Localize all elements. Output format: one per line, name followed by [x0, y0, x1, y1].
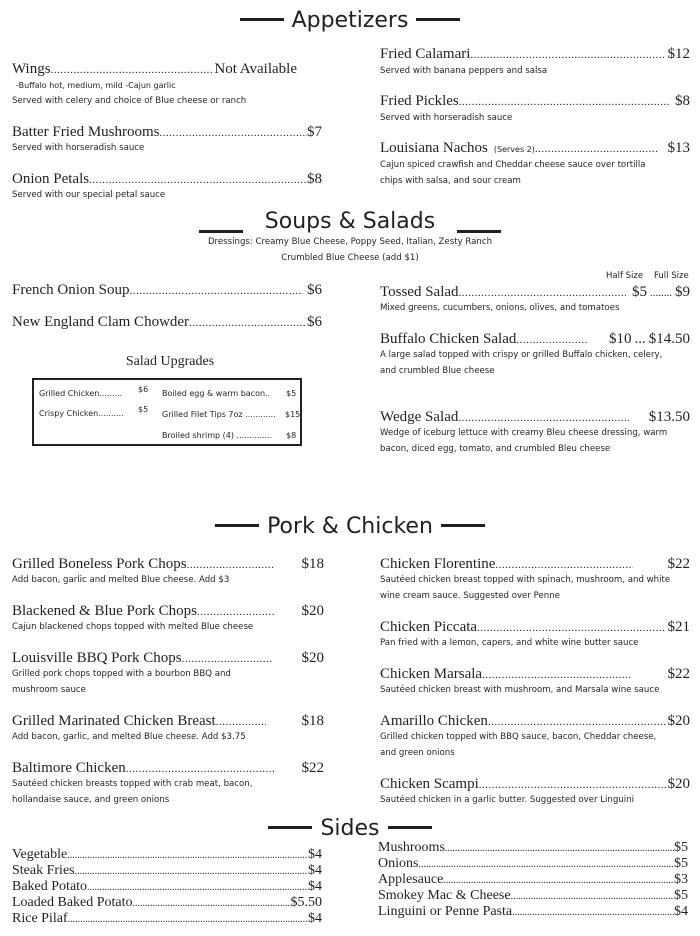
- side-name: Steak Fries: [12, 863, 75, 878]
- item-name: Wedge Salad: [380, 409, 459, 425]
- leader-dots: [459, 92, 671, 111]
- item-name: Batter Fried Mushrooms: [12, 124, 160, 140]
- price-full: $14.50: [648, 331, 690, 347]
- item-name: Wings: [12, 61, 51, 77]
- item-description: Mixed greens, cucumbers, onions, olives, and tomatoes: [380, 303, 620, 313]
- item-description: Served with our special petal sauce: [12, 190, 166, 200]
- section-header-pork-chicken: [0, 514, 700, 540]
- side-price: $4: [308, 863, 322, 878]
- item-price: $20: [301, 650, 324, 666]
- item-price: $13.50: [648, 409, 690, 425]
- leader-dots: [535, 139, 658, 158]
- side-item: [12, 913, 322, 926]
- item-price: Not Available: [214, 61, 297, 77]
- item-name: Chicken Florentine: [380, 556, 496, 572]
- upgrade-name: Crispy Chicken..........: [39, 409, 124, 418]
- header-rule-left: [215, 524, 259, 527]
- side-name: Rice Pilaf: [12, 911, 68, 926]
- item-description: Sautéed chicken breast with mushroom, and Marsala wine sauce: [380, 685, 660, 695]
- dressings-line1: Dressings: Creamy Blue Cheese, Poppy Seed, Italian, Zesty Ranch: [207, 237, 493, 247]
- item-description-line1: Sautéed chicken breast topped with spinach, mushroom, and white: [380, 575, 671, 585]
- item-price: $8: [675, 93, 690, 109]
- item-name: Grilled Marinated Chicken Breast: [12, 713, 216, 729]
- item-name: Fried Pickles: [380, 93, 459, 109]
- side-item: [12, 881, 322, 894]
- item-description-line1: Grilled pork chops topped with a bourbon BBQ and: [12, 669, 231, 679]
- side-price: $3: [674, 872, 688, 887]
- side-name: Loaded Baked Potato: [12, 895, 133, 910]
- header-rule-left: [199, 230, 243, 233]
- side-price: $4: [674, 904, 688, 919]
- item-description-line1: Grilled chicken topped with BBQ sauce, bacon, Cheddar cheese,: [380, 732, 657, 742]
- section-title: Soups & Salads: [264, 209, 436, 234]
- item-name: Fried Calamari: [380, 46, 471, 62]
- item-description-line1: Sautéed chicken breasts topped with crab meat, bacon,: [12, 779, 253, 789]
- dressings-line2: Crumbled Blue Cheese (add $1): [281, 253, 419, 263]
- menu-item-new-england-clam-chowder: [12, 313, 322, 332]
- side-item: [378, 842, 688, 855]
- side-item: [378, 874, 688, 887]
- menu-item-fried-calamari: [380, 45, 690, 64]
- header-rule-right: [441, 524, 485, 527]
- price-separator: ........: [650, 287, 672, 299]
- upgrade-name: Broiled shrimp (4) ..............: [162, 431, 273, 440]
- item-price: $21: [667, 619, 690, 635]
- half-size-label: Half Size: [606, 271, 644, 281]
- upgrade-name: Grilled Filet Tips 7oz ............: [162, 410, 276, 419]
- price-half: $10: [609, 331, 632, 347]
- header-rule-right: [388, 826, 432, 829]
- section-header-soups-salads: [0, 209, 700, 235]
- item-name: Grilled Boneless Pork Chops: [12, 556, 187, 572]
- item-description-line2: and green onions: [380, 748, 455, 758]
- leader-dots: [130, 281, 304, 300]
- item-description: Served with banana peppers and salsa: [380, 66, 548, 76]
- side-name: Onions: [378, 856, 419, 871]
- side-price: $4: [308, 879, 322, 894]
- item-description: Sautéed chicken in a garlic butter. Suggested over Linguini: [380, 795, 634, 805]
- item-description-line2: and crumbled Blue cheese: [380, 366, 495, 376]
- menu-item-fried-pickles: [380, 92, 690, 111]
- side-item: [12, 897, 322, 910]
- side-name: Vegetable: [12, 847, 68, 862]
- side-name: Linguini or Penne Pasta: [378, 904, 513, 919]
- section-title: Sides: [320, 816, 380, 841]
- item-name: Baltimore Chicken: [12, 760, 126, 776]
- section-title: Appetizers: [291, 8, 409, 33]
- item-price: $13: [667, 140, 690, 156]
- side-name: Applesauce: [378, 872, 444, 887]
- side-name: Mushrooms: [378, 840, 445, 855]
- item-description: Served with celery and choice of Blue cheese or ranch: [12, 96, 247, 106]
- salad-upgrades-box: [32, 378, 302, 446]
- item-price: $20: [667, 776, 690, 792]
- item-price: $18: [301, 713, 324, 729]
- item-description: Cajun blackened chops topped with melted Blue cheese: [12, 622, 254, 632]
- item-price: $6: [307, 314, 322, 330]
- item-price: $12: [667, 46, 690, 62]
- menu-item-french-onion-soup: [12, 281, 322, 300]
- item-options: -Buffalo hot, medium, mild -Cajun garlic: [16, 81, 176, 90]
- side-item: [12, 849, 322, 862]
- sides-left-list: [12, 849, 322, 929]
- upgrade-price: $5: [286, 389, 297, 398]
- item-description-line1: A large salad topped with crispy or grilled Buffalo chicken, celery,: [380, 350, 663, 360]
- side-price: $5: [674, 856, 688, 871]
- item-name: Tossed Salad: [380, 284, 459, 300]
- menu-item-wings: [12, 60, 297, 79]
- item-description: Served with horseradish sauce: [380, 113, 513, 123]
- item-name: Onion Petals: [12, 171, 90, 187]
- item-name: New England Clam Chowder: [12, 314, 190, 330]
- upgrade-price: $8: [286, 431, 297, 440]
- side-item: [378, 890, 688, 903]
- item-name: Blackened & Blue Pork Chops: [12, 603, 197, 619]
- serves-note: (Serves 2): [493, 145, 535, 154]
- item-description: Add bacon, garlic and melted Blue cheese. Add $3: [12, 575, 230, 585]
- side-price: $5: [674, 888, 688, 903]
- item-name: Louisiana Nachos: [380, 140, 488, 156]
- side-name: Smokey Mac & Cheese: [378, 888, 511, 903]
- leader-dots: [189, 313, 307, 332]
- side-price: $4: [308, 847, 322, 862]
- upgrade-price: $5: [138, 405, 149, 414]
- upgrade-name: Grilled Chicken.........: [39, 389, 123, 398]
- item-description-line1: Cajun spiced crawfish and Cheddar cheese sauce over tortilla: [380, 160, 646, 170]
- item-description-line2: chips with salsa, and sour cream: [380, 176, 521, 186]
- item-description: Pan fried with a lemon, capers, and white wine butter sauce: [380, 638, 639, 648]
- item-name: Chicken Marsala: [380, 666, 483, 682]
- item-name: Chicken Scampi: [380, 776, 479, 792]
- side-item: [378, 858, 688, 871]
- price-half: $5: [632, 284, 647, 300]
- salad-upgrades-title: Salad Upgrades: [125, 354, 215, 369]
- item-description-line1: Wedge of iceburg lettuce with creamy Bleu cheese dressing, warm: [380, 428, 668, 438]
- full-size-label: Full Size: [654, 271, 689, 281]
- leader-dots: [160, 123, 308, 142]
- item-description-line2: wine cream sauce. Suggested over Penne: [380, 591, 560, 601]
- item-description-line2: bacon, diced egg, tomato, and crumbled Bleu cheese: [380, 444, 611, 454]
- leader-dots: [51, 60, 215, 79]
- header-rule-left: [268, 826, 312, 829]
- upgrade-price: $15: [285, 410, 301, 419]
- price-separator: ...: [634, 331, 646, 347]
- item-description-line2: mushroom sauce: [12, 685, 86, 695]
- side-item: [12, 865, 322, 878]
- item-price: $7: [307, 124, 322, 140]
- item-name: Buffalo Chicken Salad: [380, 331, 517, 347]
- side-price: $5: [674, 840, 688, 855]
- item-price: $22: [301, 760, 324, 776]
- section-header-sides: [0, 816, 700, 842]
- item-price: $8: [307, 171, 322, 187]
- header-rule-left: [240, 18, 284, 21]
- menu-item-louisiana-nachos: [380, 139, 690, 159]
- item-price: $20: [301, 603, 324, 619]
- side-name: Baked Potato: [12, 879, 88, 894]
- item-price: $18: [301, 556, 324, 572]
- item-price: $20: [667, 713, 690, 729]
- upgrade-name: Boiled egg & warm bacon..: [162, 389, 271, 398]
- side-item: [378, 906, 688, 919]
- header-rule-right: [416, 18, 460, 21]
- price-full: $9: [675, 284, 690, 300]
- item-name: Amarillo Chicken: [380, 713, 488, 729]
- leader-dots: [470, 45, 663, 64]
- header-rule-right: [457, 230, 501, 233]
- side-price: $5.50: [290, 895, 322, 910]
- item-description: Add bacon, garlic, and melted Blue cheese. Add $3.75: [12, 732, 246, 742]
- side-price: $4: [308, 911, 322, 926]
- item-name: Chicken Piccata: [380, 619, 478, 635]
- item-name: French Onion Soup: [12, 282, 130, 298]
- item-price: $22: [667, 666, 690, 682]
- upgrade-price: $6: [138, 385, 149, 394]
- section-title: Pork & Chicken: [267, 514, 433, 539]
- item-price: $6: [307, 282, 322, 298]
- section-header-appetizers: [0, 8, 700, 34]
- item-description: Served with horseradish sauce: [12, 143, 145, 153]
- item-price: $22: [667, 556, 690, 572]
- item-name: Louisville BBQ Pork Chops: [12, 650, 182, 666]
- item-description-line2: hollandaise sauce, and green onions: [12, 795, 170, 805]
- sides-right-list: [378, 842, 688, 922]
